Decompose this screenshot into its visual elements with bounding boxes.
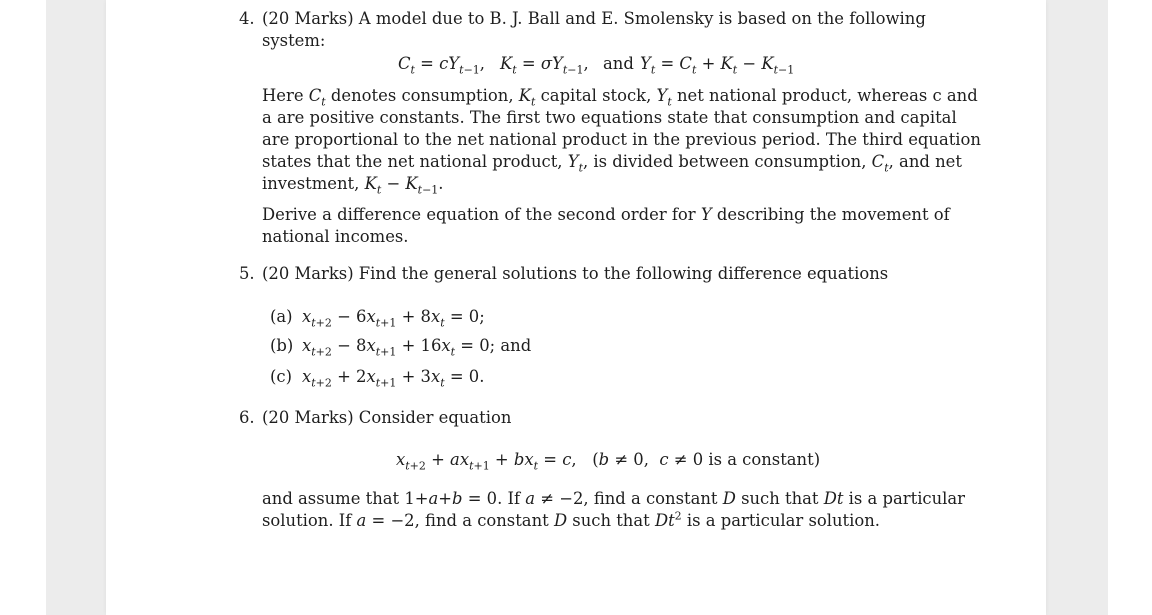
q5-number: 5. xyxy=(239,264,255,283)
q6-paragraph-line2: solution. If a = −2, find a constant D such that Dt$^2$ is a particular solution. xyxy=(262,509,880,530)
q5-part-b-label: (b) xyxy=(270,336,294,355)
q4-line1: (20 Marks) A model due to B. J. Ball and E. Smolensky is based on the following xyxy=(262,9,926,28)
q4-equation-and: and xyxy=(603,54,634,73)
q4-number: 4. xyxy=(239,9,255,28)
q4-equation-consumption: $C_t = cY_{t-1}$, xyxy=(398,54,485,77)
q4-paragraph-line1: Here $C_t$ denotes consumption, $K_t$ capital stock, $Y_t$ net national product, whereas c and xyxy=(262,86,978,109)
q5-part-c-label: (c) xyxy=(270,367,292,386)
q4-task-line2: national incomes. xyxy=(262,227,409,246)
q4-equation-income: $Y_t = C_t + K_t - K_{t-1}$ xyxy=(640,54,795,77)
q4-task-line1: Derive a difference equation of the second order for Y describing the movement of xyxy=(262,205,950,224)
q5-line1: (20 Marks) Find the general solutions to the following difference equations xyxy=(262,264,889,283)
q5-part-a-equation: $x_{t+2} - 6x_{t+1} + 8x_t = 0$; xyxy=(302,307,485,330)
q6-line1: (20 Marks) Consider equation xyxy=(262,408,512,427)
q4-paragraph-line5: investment, $K_t - K_{t-1}$. xyxy=(262,174,444,197)
q5-part-a-label: (a) xyxy=(270,307,293,326)
q6-number: 6. xyxy=(239,408,255,427)
q4-equation-capital: $K_t = \sigma Y_{t-1}$, xyxy=(500,54,589,77)
q6-paragraph-line1: and assume that 1+a+b = 0. If a ≠ −2, find a constant D such that Dt is a particular xyxy=(262,489,966,508)
q4-paragraph-line4: states that the net national product, $Y_t$, is divided between consumption, $C_t$, and net xyxy=(262,152,962,175)
q4-paragraph-line2: a are positive constants. The first two equations state that consumption and capital xyxy=(262,108,957,127)
q4-paragraph-line3: are proportional to the net national product in the previous period. The third equation xyxy=(262,130,981,149)
q6-equation: $x_{t+2} + ax_{t+1} + bx_t = c$, (b ≠ 0, c ≠ 0 is a constant) xyxy=(396,450,821,473)
q5-part-c-equation: $x_{t+2} + 2x_{t+1} + 3x_t = 0$. xyxy=(302,367,485,390)
q5-part-b-equation: $x_{t+2} - 8x_{t+1} + 16x_t = 0$; and xyxy=(302,336,532,359)
q4-line2: system: xyxy=(262,31,326,50)
